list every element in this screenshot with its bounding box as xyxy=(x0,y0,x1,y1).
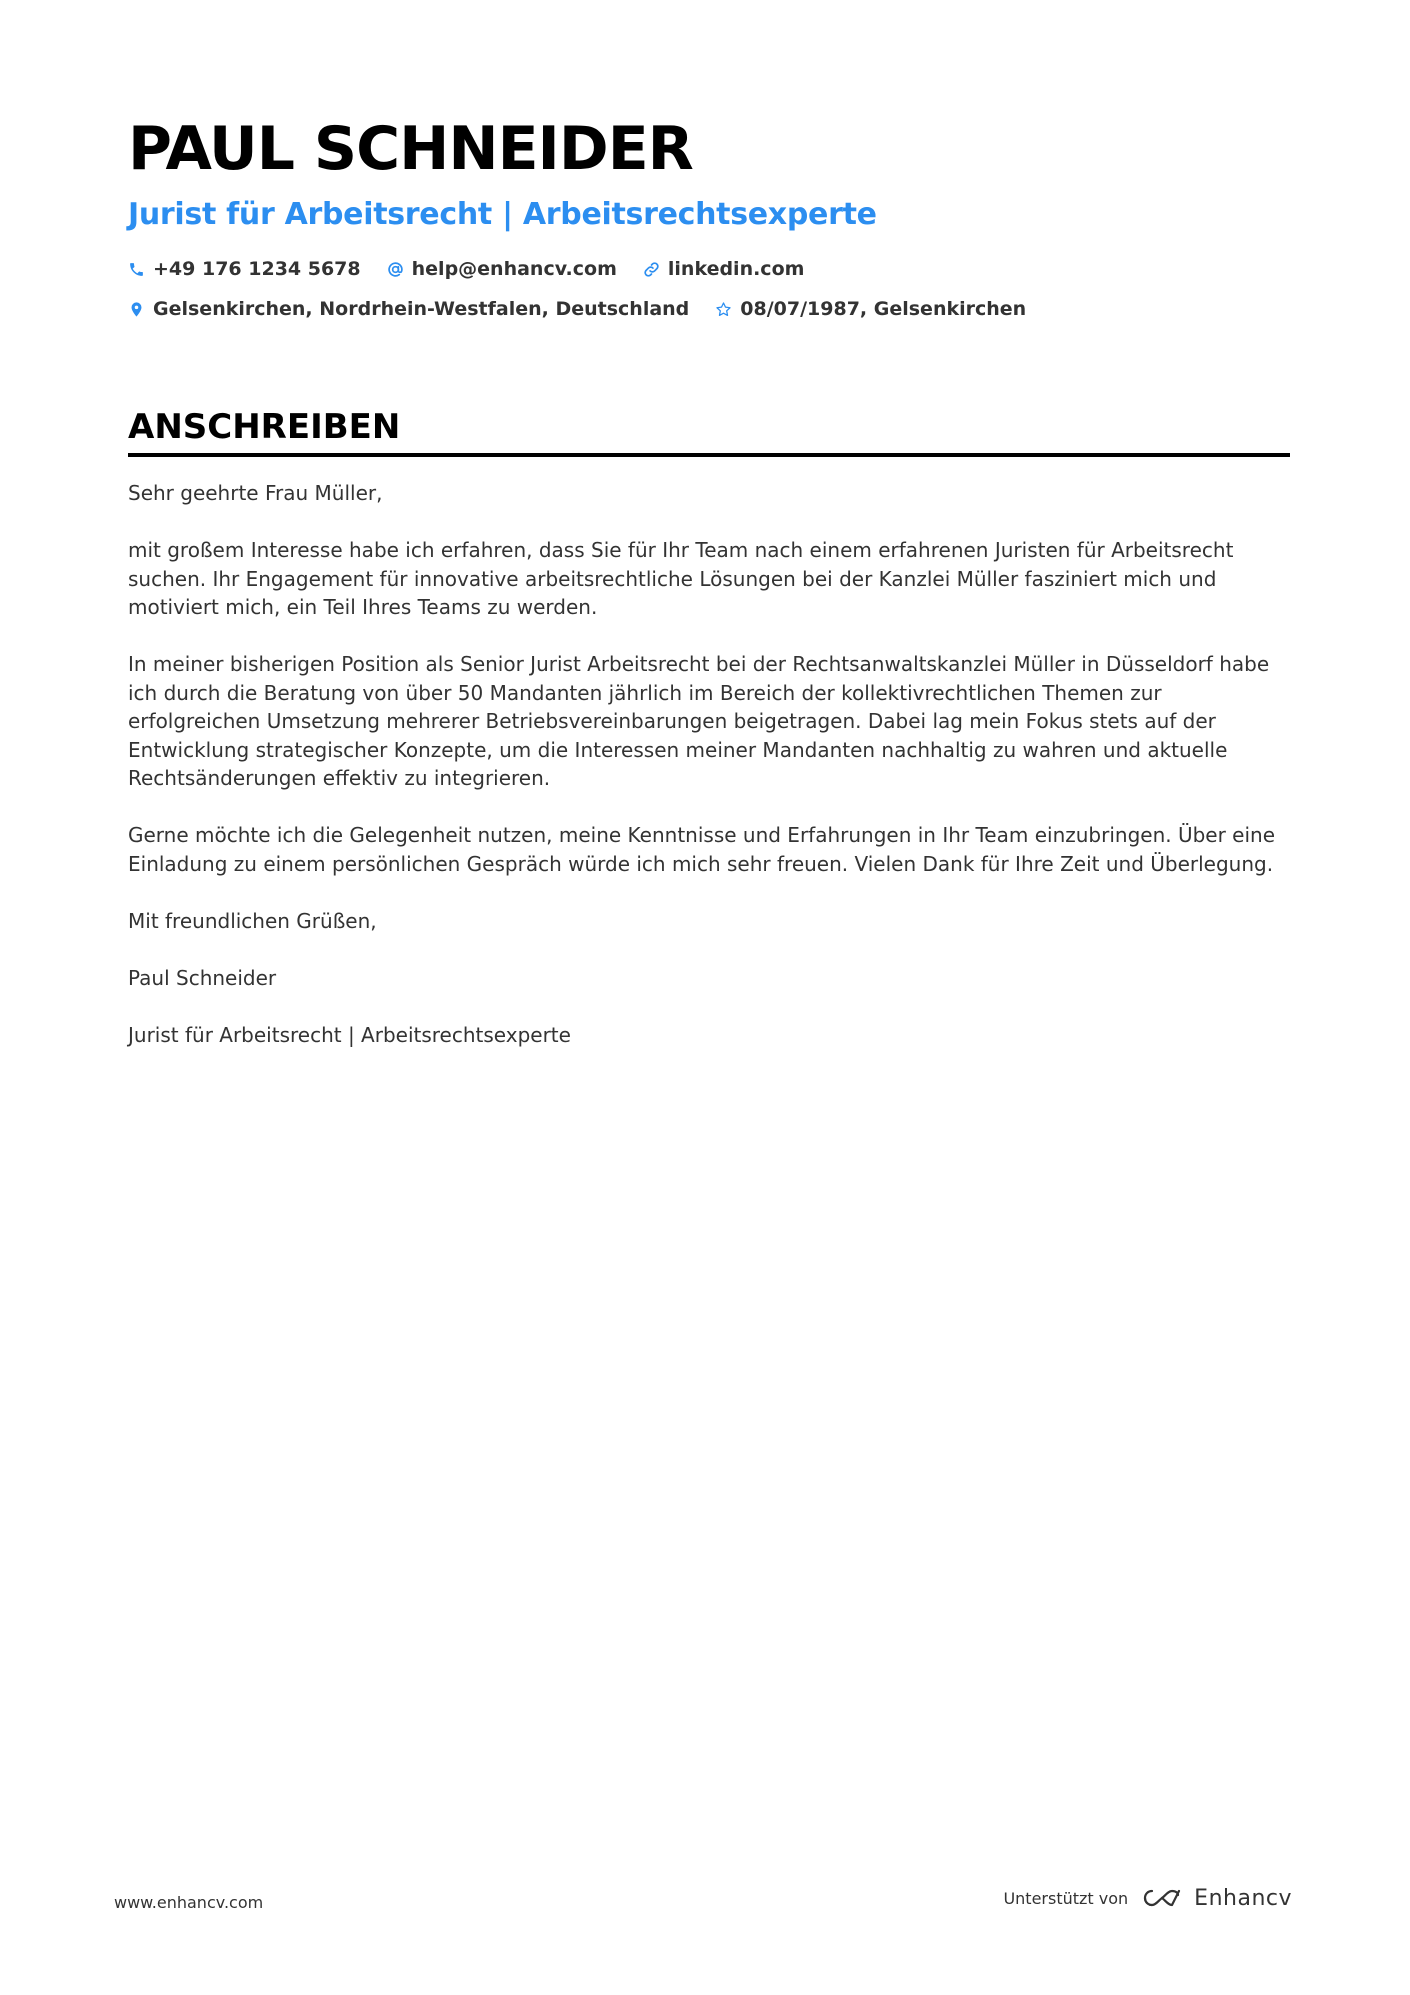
contact-linkedin[interactable] xyxy=(643,254,805,284)
contact-email[interactable] xyxy=(387,254,617,284)
footer-branding xyxy=(1003,1885,1292,1911)
location-pin-icon xyxy=(128,301,145,318)
letter-closing: Mit freundlichen Grüßen, xyxy=(128,908,377,933)
letter-paragraph: mit großem Interesse habe ich erfahren, dass Sie für Ihr Team nach einem erfahrenen Juristen für Arbeitsrecht suchen. Ihr Engagement für innovative arbeitsrechtliche Lösungen bei der Kanzlei Müller fasziniert mich und motiviert mich, ein Teil Ihres Teams zu werden. xyxy=(128,538,1234,619)
contact-list xyxy=(128,254,1288,324)
candidate-title: Jurist für Arbeitsrecht | Arbeitsrechtsexperte xyxy=(128,197,877,232)
powered-by-label: Unterstützt von xyxy=(1003,1888,1129,1908)
letter-salutation: Sehr geehrte Frau Müller, xyxy=(128,481,383,505)
contact-location xyxy=(128,294,689,324)
brand-logo[interactable] xyxy=(1140,1885,1292,1911)
contact-linkedin-text: linkedin.com xyxy=(667,258,805,280)
letter-body xyxy=(128,479,1290,1049)
brand-name: Enhancv xyxy=(1194,1885,1292,1911)
header xyxy=(128,108,1288,324)
signature-title: Jurist für Arbeitsrecht | Arbeitsrechtsexperte xyxy=(128,1022,571,1047)
contact-phone-text: +49 176 1234 5678 xyxy=(153,258,361,280)
contact-email-text: help@enhancv.com xyxy=(411,258,617,280)
phone-icon xyxy=(128,261,145,278)
enhancv-logo-icon xyxy=(1140,1885,1186,1911)
contact-phone xyxy=(128,254,361,284)
contact-birth xyxy=(715,294,1026,324)
section-title: ANSCHREIBEN xyxy=(128,407,401,447)
section-divider xyxy=(128,453,1290,457)
candidate-name: PAUL SCHNEIDER xyxy=(128,114,693,184)
link-icon xyxy=(643,261,660,278)
footer-website[interactable]: www.enhancv.com xyxy=(114,1893,264,1912)
cover-letter-section xyxy=(128,403,1290,1078)
letter-paragraph: In meiner bisherigen Position als Senior Jurist Arbeitsrecht bei der Rechtsanwaltskanzlei Müller in Düsseldorf habe ich durch die Beratung von über 50 Mandanten jährlich im Bereich der kollektivrechtlichen Themen zur erfolgreichen Umsetzung mehrerer Betriebsvereinbarungen beigetragen. Dabei lag mein Fokus stets auf der Entwicklung strategischer Konzepte, um die Interessen meiner Mandanten nachhaltig zu wahren und aktuelle Rechtsänderungen effektiv zu integrieren. xyxy=(128,652,1270,790)
contact-birth-text: 08/07/1987, Gelsenkirchen xyxy=(740,298,1027,320)
contact-location-text: Gelsenkirchen, Nordrhein-Westfalen, Deutschland xyxy=(153,298,690,320)
letter-paragraph: Gerne möchte ich die Gelegenheit nutzen, meine Kenntnisse und Erfahrungen in Ihr Team einzubringen. Über eine Einladung zu einem persönlichen Gespräch würde ich mich sehr freuen. Vielen Dank für Ihre Zeit und Überlegung. xyxy=(128,823,1276,876)
at-icon xyxy=(387,261,404,278)
star-icon xyxy=(715,301,732,318)
signature-name: Paul Schneider xyxy=(128,965,277,990)
